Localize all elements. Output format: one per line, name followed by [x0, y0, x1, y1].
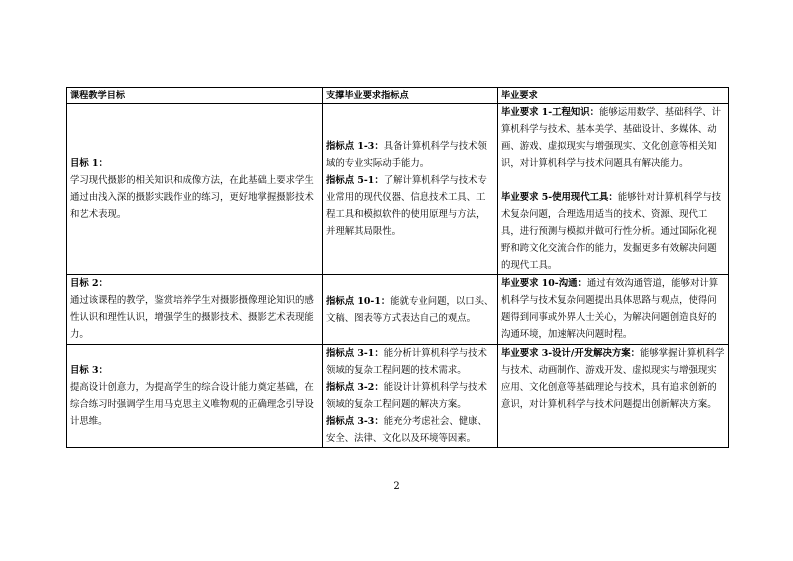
- indicator-item: [326, 138, 494, 172]
- paragraph-gap: [501, 172, 725, 189]
- objective-cell: [67, 275, 323, 345]
- header-course-objective: 课程教学目标: [67, 88, 323, 104]
- objective-text: 学习现代摄影的相关知识和成像方法，在此基础上要求学生通过由浅入深的摄影实践作业的练习，更好地掌握摄影技术和艺术表现。: [70, 175, 314, 220]
- objective-text: 提高设计创意力，为提高学生的综合设计能力奠定基础，在综合练习时强调学生用马克思主义唯物观的正确理念引导设计思维。: [70, 382, 314, 427]
- requirement-label: 毕业要求 5-使用现代工具：: [501, 192, 618, 203]
- requirement-label: 毕业要求 1-工程知识：: [501, 107, 600, 118]
- indicator-item: [326, 172, 494, 240]
- indicator-item: [326, 413, 494, 447]
- indicator-cell: [323, 275, 498, 345]
- indicator-label: 指标点 3-2：: [326, 382, 384, 393]
- requirement-item: [501, 104, 725, 172]
- indicator-cell: [323, 104, 498, 275]
- table-row: [67, 345, 729, 448]
- requirement-label: 毕业要求 3-设计/开发解决方案：: [501, 348, 640, 359]
- requirement-text: 能够运用数学、基础科学、计算机科学与技术、基本美学、基础设计、多媒体、动画、游戏、虚拟现实与增强现实、文化创意等相关知识，对计算机科学与技术问题具有解决能力。: [501, 107, 721, 169]
- indicator-text: 能充分考虑社会、健康、安全、法律、文化以及环境等因素。: [326, 416, 487, 444]
- indicator-item: [326, 293, 494, 327]
- table-row: [67, 275, 729, 345]
- objective-cell: [67, 345, 323, 448]
- requirement-item: [501, 189, 725, 274]
- indicator-cell: [323, 345, 498, 448]
- table-row: [67, 104, 729, 275]
- indicator-item: [326, 345, 494, 379]
- indicator-label: 指标点 10-1：: [326, 295, 391, 307]
- requirement-text: 通过有效沟通管道，能够对计算机科学与技术复杂问题提出具体思路与观点，使得问题得到同事或外界人士关心，为解决问题创造良好的沟通环境，加速解决问题时程。: [501, 278, 719, 340]
- indicator-label: 指标点 3-1：: [326, 348, 384, 359]
- indicator-text: 能就专业问题，以口头、文稿、图表等方式表达自己的观点。: [326, 295, 494, 324]
- objective-title: 目标 1：: [70, 158, 108, 169]
- indicator-text: 能设计计算机科学与技术领域的复杂工程问题的解决方案。: [326, 382, 487, 410]
- objective-title: 目标 3：: [70, 365, 108, 376]
- objective-text: 通过该课程的教学，鉴赏培养学生对摄影摄像理论知识的感性认识和理性认识，增强学生的摄影技术、摄影艺术表现能力。: [70, 295, 314, 340]
- indicator-label: 指标点 1-3：: [326, 141, 384, 152]
- indicator-label: 指标点 3-3：: [326, 416, 384, 427]
- requirement-text: 能够掌握计算机科学与技术、动画制作、游戏开发、虚拟现实与增强现实应用、文化创意等基础理论与技术，具有追求创新的意识，对计算机科学与技术问题提出创新解决方案。: [501, 348, 725, 410]
- indicator-text: 具备计算机科学与技术领域的专业实际动手能力。: [326, 141, 487, 169]
- requirement-cell: [498, 104, 729, 275]
- indicator-item: [326, 379, 494, 413]
- course-objectives-table: [66, 87, 729, 448]
- indicator-text: 了解计算机科学与技术专业常用的现代仪器、信息技术工具、工程工具和模拟软件的使用原理与方法，并理解其局限性。: [326, 175, 487, 237]
- table-header-row: [67, 88, 729, 104]
- requirement-text: 能够针对计算机科学与技术复杂问题，合理选用适当的技术、资源、现代工具，进行预测与模拟并做可行性分析。通过国际化视野和跨文化交流合作的能力，发掘更多有效解决问题的现代工具。: [501, 192, 721, 271]
- requirement-cell: [498, 275, 729, 345]
- requirement-item: [501, 275, 725, 343]
- requirement-cell: [498, 345, 729, 448]
- page-number: 2: [393, 481, 400, 492]
- header-graduation-requirement: 毕业要求: [498, 88, 729, 104]
- indicator-text: 能分析计算机科学与技术领域的复杂工程问题的技术需求。: [326, 348, 487, 376]
- header-indicator: 支撑毕业要求指标点: [323, 88, 498, 104]
- indicator-label: 指标点 5-1：: [326, 175, 384, 186]
- requirement-label: 毕业要求 10-沟通：: [501, 278, 587, 289]
- objective-cell: [67, 104, 323, 275]
- objective-title: 目标 2：: [70, 278, 108, 289]
- requirement-item: [501, 345, 725, 413]
